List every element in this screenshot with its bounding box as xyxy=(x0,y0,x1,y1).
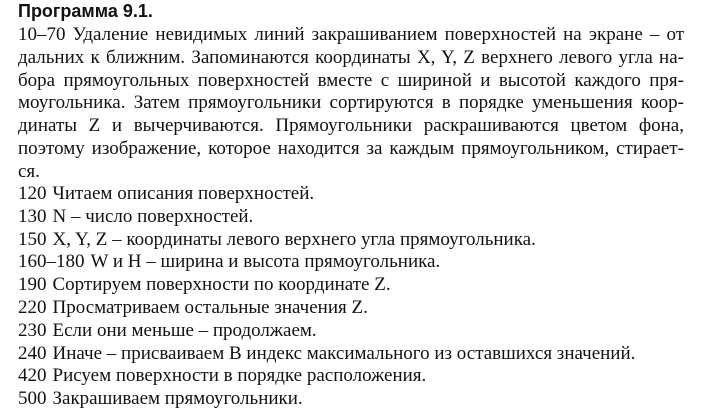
step-text: Читаем описания поверхностей. xyxy=(52,183,315,204)
step-text: N – число поверхностей. xyxy=(52,205,254,227)
intro-line: динаты Z и вычерчиваются. Прямоугольники раскрашиваются цветом фона, xyxy=(18,115,684,137)
intro-paragraph xyxy=(18,24,684,184)
step-text: X, Y, Z – координаты левого верхнего угла прямоугольника. xyxy=(52,228,536,250)
program-step xyxy=(18,343,698,366)
intro-line: 10–70 Удаление невидимых линий закрашиванием поверхностей на экране – от xyxy=(18,24,684,45)
step-text: Иначе – присваиваем B индекс максимального из оставшихся значений. xyxy=(52,342,636,364)
line-number: 420 xyxy=(18,365,47,387)
step-text: Просматриваем остальные значения Z. xyxy=(52,296,368,318)
line-number: 220 xyxy=(18,296,47,318)
program-step xyxy=(18,229,698,252)
intro-line: дальних к ближним. Запоминаются координаты X, Y, Z верхнего левого угла на- xyxy=(18,46,684,68)
program-step xyxy=(18,183,698,206)
intro-line: бора прямоугольных поверхностей вместе с шириной и высотой каждого пря- xyxy=(18,69,684,91)
line-number: 120 xyxy=(18,183,47,204)
program-step xyxy=(18,388,698,411)
line-number: 160–180 xyxy=(18,251,85,273)
line-number: 150 xyxy=(18,228,47,250)
line-number: 230 xyxy=(18,319,47,341)
step-text: Если они меньше – продолжаем. xyxy=(52,319,317,341)
program-title: Программа 9.1. xyxy=(18,1,153,21)
intro-line: поэтому изображение, которое находится за каждым прямоугольником, стирает- xyxy=(18,137,684,159)
program-step xyxy=(18,274,698,297)
line-number: 500 xyxy=(18,388,47,410)
step-text: W и H – ширина и высота прямоугольника. xyxy=(90,251,441,273)
program-steps-list xyxy=(18,183,698,411)
intro-line: ся. xyxy=(18,160,40,182)
step-text: Рисуем поверхности в порядке расположения. xyxy=(52,365,427,387)
step-text: Закрашиваем прямоугольники. xyxy=(52,388,303,410)
step-text: Сортируем поверхности по координате Z. xyxy=(52,274,391,296)
line-number: 240 xyxy=(18,342,47,364)
line-number: 190 xyxy=(18,274,47,296)
program-step xyxy=(18,365,698,388)
intro-line: моугольника. Затем прямоугольники сортируются в порядке уменьшения коор- xyxy=(18,92,684,114)
program-step xyxy=(18,297,698,320)
program-step xyxy=(18,320,698,343)
program-step xyxy=(18,206,698,229)
program-step xyxy=(18,251,698,274)
line-number: 130 xyxy=(18,205,47,227)
